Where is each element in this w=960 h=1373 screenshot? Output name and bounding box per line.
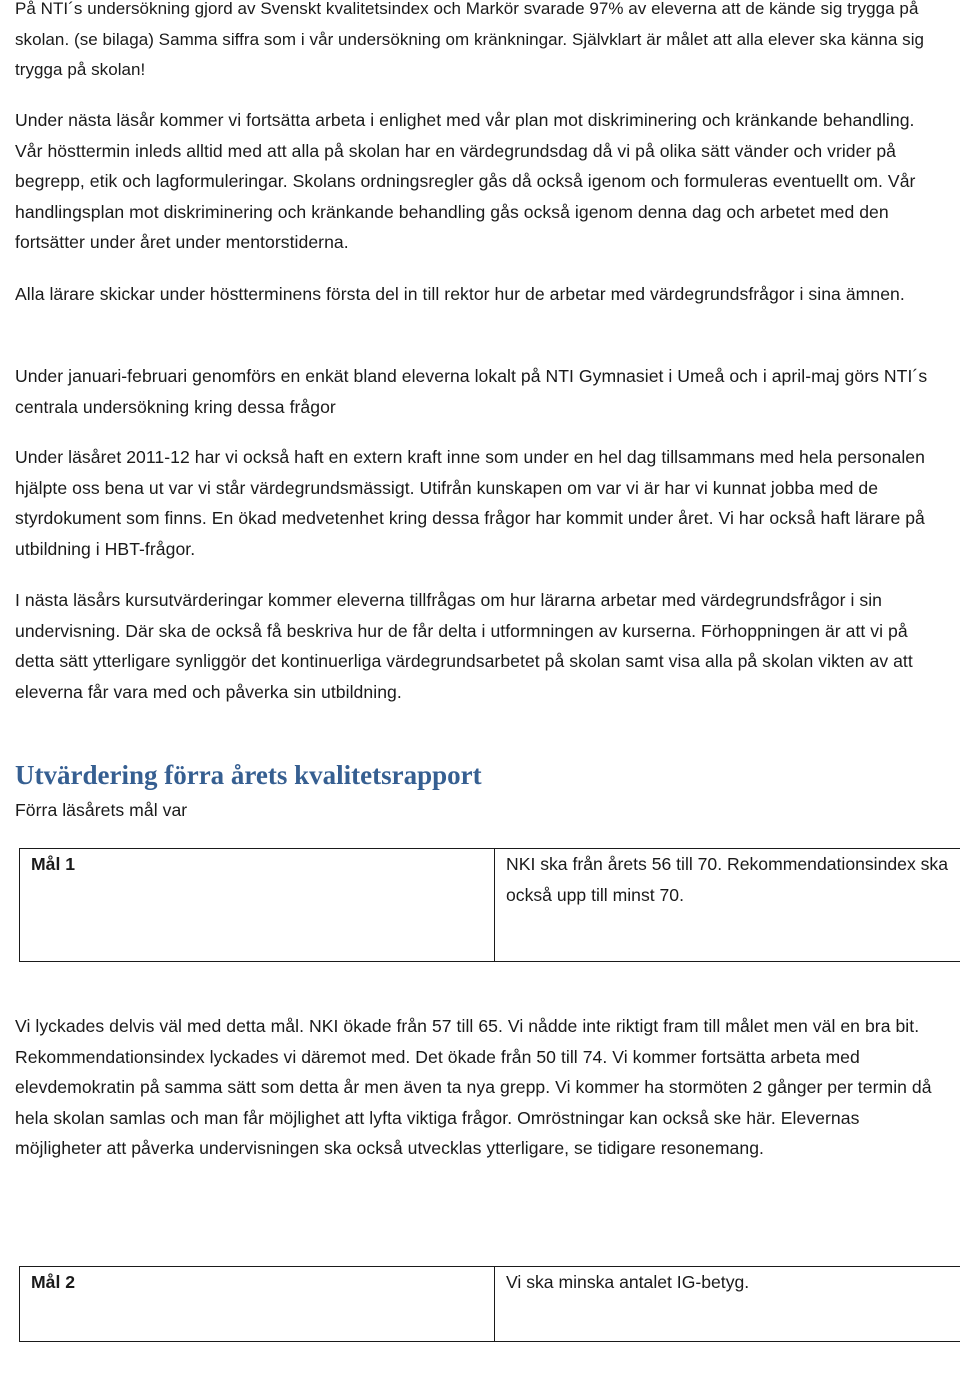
goal-value-cell [495,1267,960,1342]
section-heading: Utvärdering förra årets kvalitetsrapport [15,760,482,790]
paragraph-course-evaluations: I nästa läsårs kursutvärderingar kommer eleverna tillfrågas om hur lärarna arbetar med värdegrundsfrågor i sin undervisning. Där ska de också få beskriva hur de får delta i utformningen av kurserna. Förhoppningen är att vi på detta sätt ytterligare synliggör det kontinuerliga värdegrundsarbetet på skolan samt visa alla på skolan vikten av att eleverna får vara med och påverka sin utbildning. [15,590,913,702]
goal-label-cell [20,1267,495,1342]
paragraph-goal-1-evaluation: Vi lyckades delvis väl med detta mål. NKI ökade från 57 till 65. Vi nådde inte riktigt fram till målet men väl en bra bit. Rekommendationsindex lyckades vi däremot med. Det ökade från 50 till 74. Vi kommer fortsätta arbeta med elevdemokratin på samma sätt som detta år men även ta nya grepp. Vi kommer ha stormöten 2 gånger per termin då hela skolan samlas och man får möjlighet att lyfta viktiga frågor. Omröstningar kan också ske här. Elevernas möjligheter att påverka undervisningen ska också utvecklas ytterligare, se tidigare resonemang. [15,1016,932,1158]
goal-label-cell [20,849,495,962]
paragraph-survey-result: På NTI´s undersökning gjord av Svenskt kvalitetsindex och Markör svarade 97% av eleverna att de kände sig trygga på skolan. (se bilaga) Samma siffra som i vår undersökning om kränkningar. Självklart är målet att alla elever ska känna sig trygga på skolan! [15,0,925,79]
goal-text: NKI ska från årets 56 till 70. Rekommendationsindex ska också upp till minst 70. [506,854,949,905]
goal-row [20,849,960,962]
paragraph-external-resource: Under läsåret 2011-12 har vi också haft en extern kraft inne som under en hel dag tillsammans med hela personalen hjälpte oss bena ut var vi står värdegrundsmässigt. Utifrån kunskapen om var vi är har vi kunnat jobba med de styrdokument som finns. En ökad medvetenhet kring dessa frågor har kommit under året. Vi har också haft lärare på utbildning i HBT-frågor. [15,447,925,559]
goal-table-1 [19,848,960,962]
goal-text: Vi ska minska antalet IG-betyg. [506,1272,750,1292]
paragraph-teachers-report: Alla lärare skickar under höstterminens första del in till rektor hur de arbetar med värdegrundsfrågor i sina ämnen. [15,284,905,304]
paragraph-next-year-plan: Under nästa läsår kommer vi fortsätta arbeta i enlighet med vår plan mot diskriminering och kränkande behandling. Vår hösttermin inleds alltid med att alla på skolan har en värdegrundsdag då vi på olika sätt vänder och vrider på begrepp, etik och lagformuleringar. Skolans ordningsregler gås då också igenom och formuleras eventuellt om. Vår handlingsplan mot diskriminering och kränkande behandling gås också igenom denna dag och arbetet med den fortsätter under året under mentorstiderna. [15,110,916,252]
goal-row [20,1267,960,1342]
goal-value-cell [495,849,960,962]
paragraph-student-survey: Under januari-februari genomförs en enkät bland eleverna lokalt på NTI Gymnasiet i Umeå och i april-maj görs NTI´s centrala undersökning kring dessa frågor [15,366,928,417]
section-subheading: Förra läsårets mål var [15,800,188,820]
goal-label: Mål 2 [31,1272,76,1292]
goal-label: Mål 1 [31,854,76,874]
goal-table-2 [19,1266,960,1342]
